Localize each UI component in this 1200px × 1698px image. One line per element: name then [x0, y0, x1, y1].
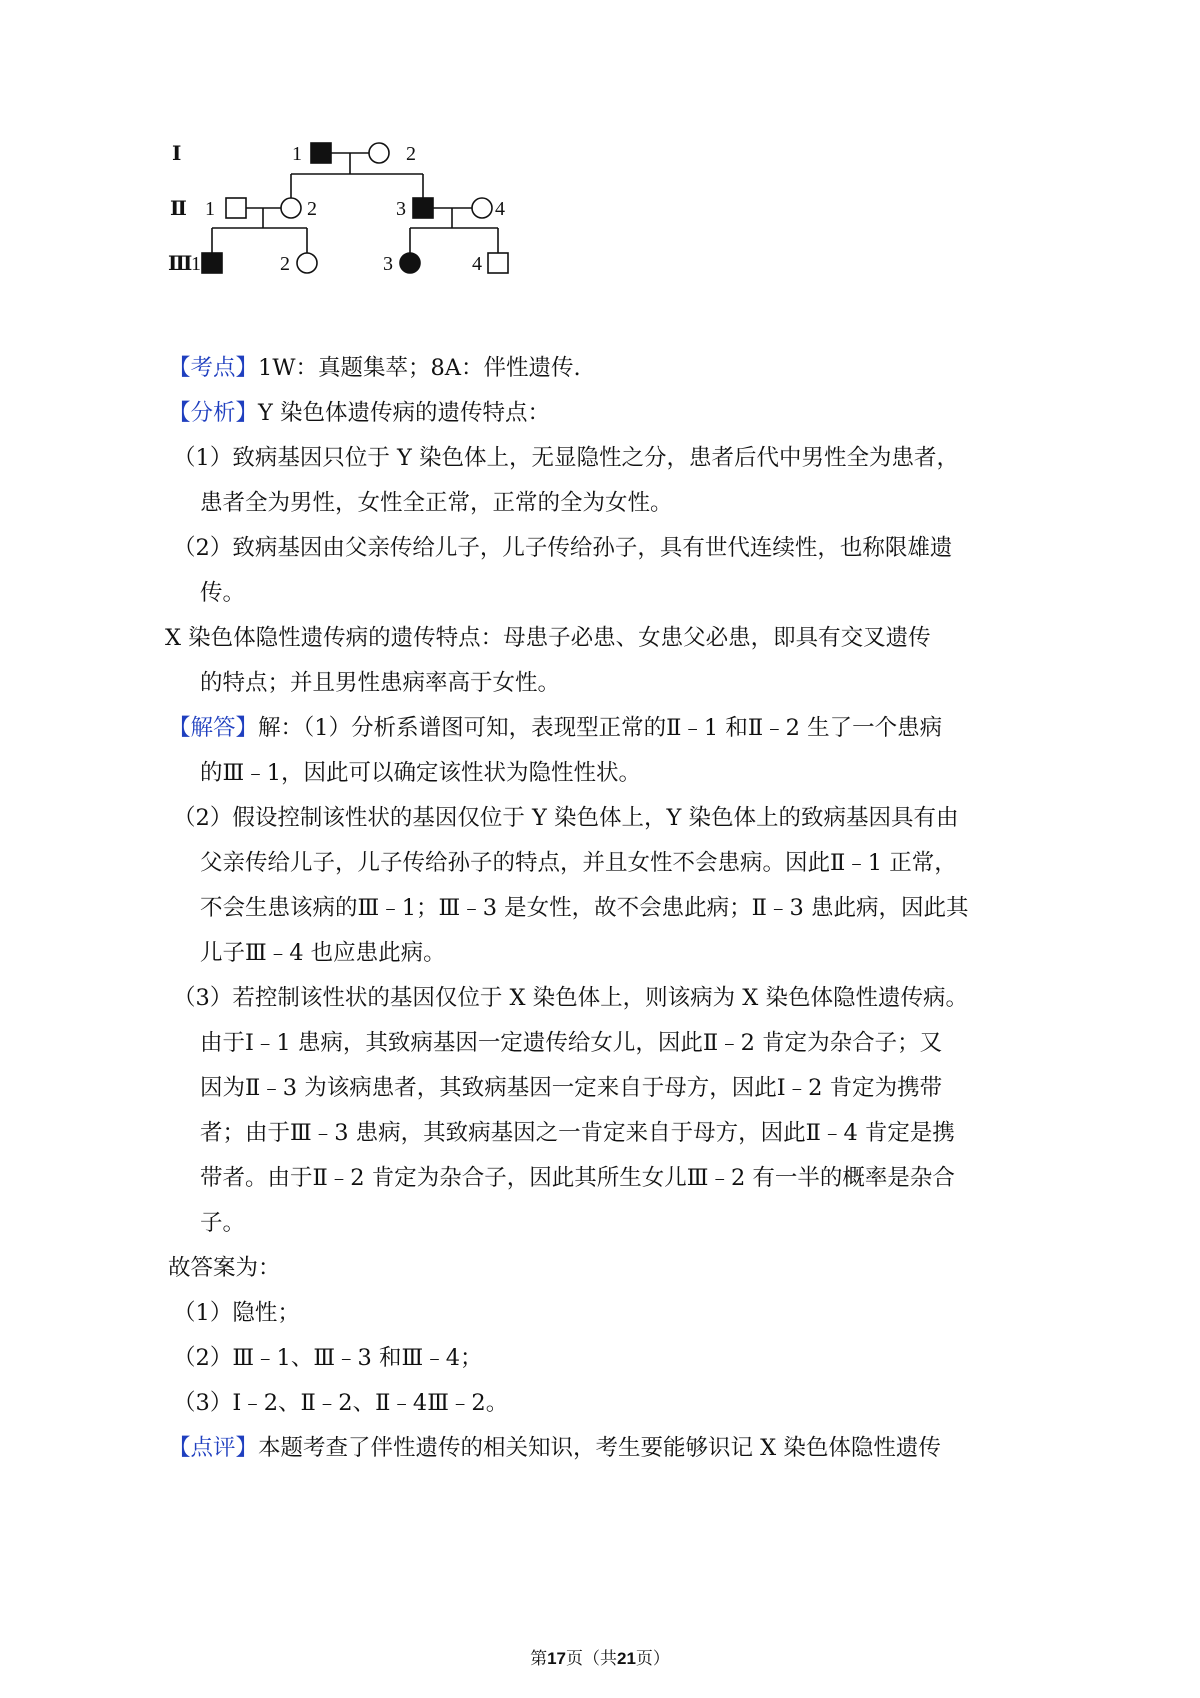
jieda-tag: 【解答】	[168, 715, 259, 741]
answer-line: （2）Ⅲ﹣1、Ⅲ﹣3 和Ⅲ﹣4；	[173, 1345, 483, 1371]
jieda-line: 父亲传给儿子，儿子传给孙子的特点，并且女性不会患病。因此Ⅱ﹣1 正常，	[200, 850, 957, 876]
affected-female-III3	[400, 253, 420, 273]
generation-label-3: Ⅲ	[168, 253, 193, 275]
dianping-tag: 【点评】	[168, 1435, 259, 1461]
normal-female-II2	[281, 198, 301, 218]
member-label-I1: 1	[292, 143, 302, 165]
fenxi-line: 传。	[200, 580, 246, 606]
section-dianping	[168, 1432, 941, 1464]
normal-female-III2	[297, 253, 317, 273]
dianping-text: 本题考查了伴性遗传的相关知识，考生要能够识记 X 染色体隐性遗传	[258, 1435, 941, 1461]
member-label-III4: 4	[472, 253, 482, 275]
jieda-line: 者；由于Ⅲ﹣3 患病，其致病基因之一肯定来自于母方，因此Ⅱ﹣4 肯定是携	[200, 1120, 955, 1146]
member-label-II4: 4	[495, 198, 505, 220]
fenxi-line: （1）致病基因只位于 Y 染色体上，无显隐性之分，患者后代中男性全为患者，	[173, 445, 959, 471]
generation-label-2: Ⅱ	[170, 198, 187, 220]
member-label-III1: 1	[191, 253, 201, 275]
member-label-II3: 3	[396, 198, 406, 220]
member-label-II1: 1	[205, 198, 215, 220]
fenxi-line: （2）致病基因由父亲传给儿子，儿子传给孙子，具有世代连续性，也称限雄遗	[173, 535, 953, 561]
footer-middle: 页（共	[566, 1649, 617, 1669]
footer-prefix: 第	[530, 1649, 548, 1669]
fenxi-line: X 染色体隐性遗传病的遗传特点：母患子必患、女患父必患，即具有交叉遗传	[165, 625, 931, 651]
normal-male-II1	[226, 198, 246, 218]
answer-heading: 故答案为：	[168, 1255, 281, 1281]
jieda-line: （3）若控制该性状的基因仅位于 X 染色体上，则该病为 X 染色体隐性遗传病。	[173, 985, 968, 1011]
affected-male-II3	[413, 198, 433, 218]
member-label-III2: 2	[280, 253, 290, 275]
answer-line: （1）隐性；	[173, 1300, 300, 1326]
member-label-I2: 2	[406, 143, 416, 165]
answer-line: （3）Ⅰ﹣2、Ⅱ﹣2、Ⅱ﹣4Ⅲ﹣2。	[173, 1390, 509, 1416]
fenxi-tag: 【分析】	[168, 400, 259, 426]
jieda-line: 的Ⅲ﹣1，因此可以确定该性状为隐性性状。	[200, 760, 642, 786]
normal-female-II4	[472, 198, 492, 218]
page-footer	[0, 1644, 1200, 1669]
affected-male-III1	[202, 253, 222, 273]
jieda-line: 子。	[200, 1210, 246, 1236]
section-jieda	[168, 712, 942, 744]
normal-female-I2	[369, 143, 389, 163]
jieda-line: （2）假设控制该性状的基因仅位于 Y 染色体上，Y 染色体上的致病基因具有由	[173, 805, 959, 831]
kaodian-text: 1W：真题集萃；8A：伴性遗传.	[258, 355, 581, 381]
footer-page-number: 17	[547, 1649, 566, 1668]
footer-total-pages: 21	[617, 1649, 636, 1668]
pedigree-lines	[212, 153, 498, 253]
generation-label-1: Ⅰ	[172, 143, 182, 165]
jieda-line: 由于Ⅰ﹣1 患病，其致病基因一定遗传给女儿，因此Ⅱ﹣2 肯定为杂合子；又	[200, 1030, 943, 1056]
kaodian-tag: 【考点】	[168, 355, 259, 381]
member-label-II2: 2	[307, 198, 317, 220]
section-kaodian	[168, 352, 581, 384]
fenxi-line: 的特点；并且男性患病率高于女性。	[200, 670, 561, 696]
normal-male-III4	[488, 253, 508, 273]
jieda-line: 不会生患该病的Ⅲ﹣1；Ⅲ﹣3 是女性，故不会患此病；Ⅱ﹣3 患此病，因此其	[200, 895, 969, 921]
jieda-line: 带者。由于Ⅱ﹣2 肯定为杂合子，因此其所生女儿Ⅲ﹣2 有一半的概率是杂合	[200, 1165, 955, 1191]
fenxi-text: Y 染色体遗传病的遗传特点：	[258, 400, 551, 426]
jieda-line: 因为Ⅱ﹣3 为该病患者，其致病基因一定来自于母方，因此Ⅰ﹣2 肯定为携带	[200, 1075, 943, 1101]
jieda-line: 儿子Ⅲ﹣4 也应患此病。	[200, 940, 446, 966]
footer-suffix: 页）	[635, 1649, 670, 1669]
affected-male-I1	[311, 143, 331, 163]
pedigree-diagram	[150, 118, 570, 308]
member-label-III3: 3	[383, 253, 393, 275]
section-fenxi	[168, 397, 550, 429]
fenxi-line: 患者全为男性，女性全正常，正常的全为女性。	[200, 490, 673, 516]
jieda-text: 解：（1）分析系谱图可知，表现型正常的Ⅱ﹣1 和Ⅱ﹣2 生了一个患病	[258, 715, 943, 741]
